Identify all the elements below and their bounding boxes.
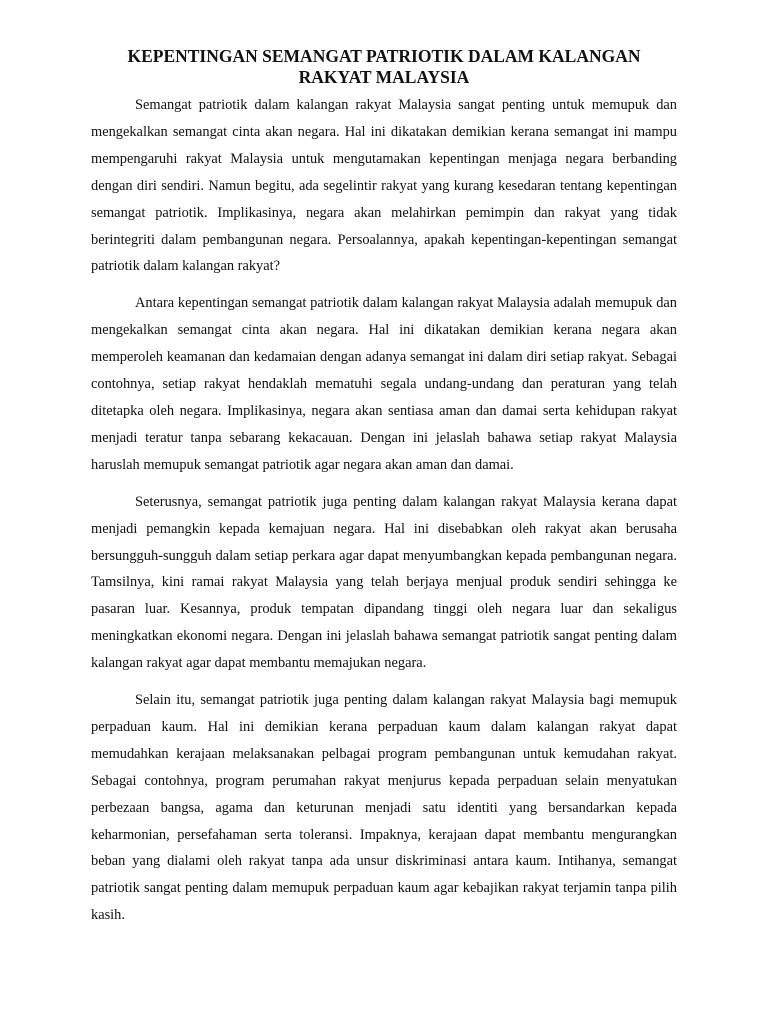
- paragraph-introduction: Semangat patriotik dalam kalangan rakyat Malaysia sangat penting untuk memupuk dan mengekalkan semangat cinta akan negara. Hal ini dikatakan demikian kerana semangat ini mampu mempengaruhi rakyat Malaysia untuk mengutamakan kepentingan menjaga negara berbanding dengan diri sendiri. Namun begitu, ada segelintir rakyat yang kurang kesedaran tentang kepentingan semangat patriotik. Implikasinya, negara akan melahirkan pemimpin dan rakyat yang tidak berintegriti dalam pembangunan negara. Persoalannya, apakah kepentingan-kepentingan semangat patriotik dalam kalangan rakyat?: [91, 97, 677, 275]
- document-page: [91, 46, 677, 939]
- paragraph-body-3: Selain itu, semangat patriotik juga penting dalam kalangan rakyat Malaysia bagi memupuk perpaduan kaum. Hal ini demikian kerana perpaduan kaum dalam kalangan rakyat dapat memudahkan kerajaan melaksanakan pelbagai program pembangunan untuk kemudahan rakyat. Sebagai contohnya, program perumahan rakyat menjurus kepada perpaduan selain menyatukan perbezaan bangsa, agama dan keturunan menjadi satu identiti yang bersandarkan kepada keharmonian, persefahaman serta toleransi. Impaknya, kerajaan dapat membantu mengurangkan beban yang dialami oleh rakyat tanpa ada unsur diskriminasi antara kaum. Intihanya, semangat patriotik sangat penting dalam memupuk perpaduan kaum agar kebajikan rakyat terjamin tanpa pilih kasih.: [91, 692, 677, 924]
- document-title: KEPENTINGAN SEMANGAT PATRIOTIK DALAM KALANGAN RAKYAT MALAYSIA: [127, 46, 641, 87]
- paragraph-body-1: Antara kepentingan semangat patriotik dalam kalangan rakyat Malaysia adalah memupuk dan mengekalkan semangat cinta akan negara. Hal ini dikatakan demikian kerana negara akan memperoleh keamanan dan kedamaian dengan adanya semangat ini dalam diri setiap rakyat. Sebagai contohnya, setiap rakyat hendaklah mematuhi segala undang-undang dan peraturan yang telah ditetapka oleh negara. Implikasinya, negara akan sentiasa aman dan damai serta kehidupan rakyat menjadi teratur tanpa sebarang kekacauan. Dengan ini jelaslah bahawa setiap rakyat Malaysia haruslah memupuk semangat patriotik agar negara akan aman dan damai.: [91, 295, 677, 473]
- paragraph-body-2: Seterusnya, semangat patriotik juga penting dalam kalangan rakyat Malaysia kerana dapat menjadi pemangkin kepada kemajuan negara. Hal ini disebabkan oleh rakyat akan berusaha bersungguh-sungguh dalam setiap perkara agar dapat menyumbangkan kepada pembangunan negara. Tamsilnya, kini ramai rakyat Malaysia yang telah berjaya menjual produk sendiri sehingga ke pasaran luar. Kesannya, produk tempatan dipandang tinggi oleh negara luar dan sekaligus meningkatkan ekonomi negara. Dengan ini jelaslah bahawa semangat patriotik sangat penting dalam kalangan rakyat agar dapat membantu memajukan negara.: [91, 493, 677, 672]
